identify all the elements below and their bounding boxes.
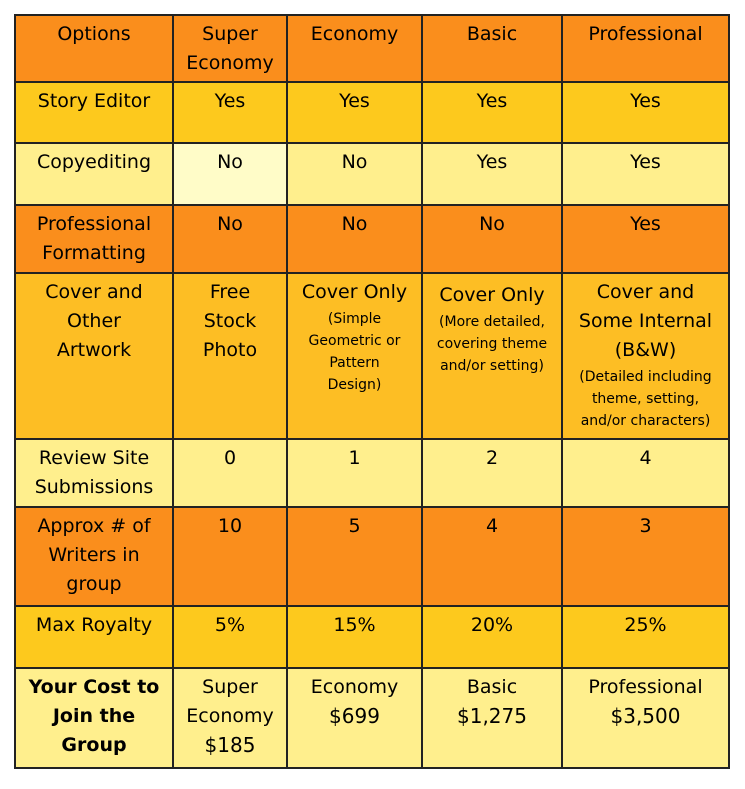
header-economy: Economy xyxy=(287,15,422,82)
cell-review-sites-professional: 4 xyxy=(562,439,729,507)
row-label-cost: Your Cost to Join the Group xyxy=(15,668,173,768)
cell-formatting-economy: No xyxy=(287,205,422,273)
price-economy: $699 xyxy=(329,704,380,728)
cell-cost-professional: Professional $3,500 xyxy=(562,668,729,768)
header-row xyxy=(15,15,729,82)
price-super-economy: $185 xyxy=(204,733,256,757)
row-label-copyediting: Copyediting xyxy=(15,143,173,205)
cell-artwork-professional: Cover and Some Internal (B&W) (Detailed including theme, setting, and/or characters) xyxy=(562,273,729,439)
cell-copyediting-super-economy: No xyxy=(173,143,287,205)
cell-copyediting-basic: Yes xyxy=(422,143,562,205)
row-royalty xyxy=(15,606,729,668)
cell-royalty-economy: 15% xyxy=(287,606,422,668)
cell-artwork-economy: Cover Only (Simple Geometric or Pattern Design) xyxy=(287,273,422,439)
cell-writers-super-economy: 10 xyxy=(173,507,287,606)
price-basic: $1,275 xyxy=(457,704,527,728)
cell-writers-basic: 4 xyxy=(422,507,562,606)
artwork-economy-detail: (Simple Geometric or Pattern Design) xyxy=(308,311,401,393)
cell-formatting-basic: No xyxy=(422,205,562,273)
cell-artwork-basic: Cover Only (More detailed, covering theme and/or setting) xyxy=(422,273,562,439)
cell-writers-economy: 5 xyxy=(287,507,422,606)
cell-formatting-super-economy: No xyxy=(173,205,287,273)
row-label-writers: Approx # of Writers in group xyxy=(15,507,173,606)
artwork-basic-detail: (More detailed, covering theme and/or setting) xyxy=(436,314,548,374)
cell-copyediting-professional: Yes xyxy=(562,143,729,205)
cell-artwork-super-economy: Free Stock Photo xyxy=(173,273,287,439)
cell-review-sites-super-economy: 0 xyxy=(173,439,287,507)
cell-story-editor-super-economy: Yes xyxy=(173,82,287,143)
row-label-royalty: Max Royalty xyxy=(15,606,173,668)
cell-review-sites-basic: 2 xyxy=(422,439,562,507)
artwork-professional-detail: (Detailed including theme, setting, and/or characters) xyxy=(579,369,712,429)
cell-royalty-professional: 25% xyxy=(562,606,729,668)
cell-cost-basic: Basic $1,275 xyxy=(422,668,562,768)
header-options: Options xyxy=(15,15,173,82)
cell-royalty-basic: 20% xyxy=(422,606,562,668)
row-story-editor xyxy=(15,82,729,143)
header-professional: Professional xyxy=(562,15,729,82)
row-writers xyxy=(15,507,729,606)
cell-story-editor-basic: Yes xyxy=(422,82,562,143)
cell-story-editor-economy: Yes xyxy=(287,82,422,143)
cell-formatting-professional: Yes xyxy=(562,205,729,273)
cell-royalty-super-economy: 5% xyxy=(173,606,287,668)
cell-copyediting-economy: No xyxy=(287,143,422,205)
row-label-story-editor: Story Editor xyxy=(15,82,173,143)
pricing-options-table xyxy=(14,14,730,769)
cell-cost-economy: Economy $699 xyxy=(287,668,422,768)
row-formatting xyxy=(15,205,729,273)
header-basic: Basic xyxy=(422,15,562,82)
row-cost xyxy=(15,668,729,768)
cell-cost-super-economy: Super Economy $185 xyxy=(173,668,287,768)
row-label-formatting: Professional Formatting xyxy=(15,205,173,273)
cell-story-editor-professional: Yes xyxy=(562,82,729,143)
price-professional: $3,500 xyxy=(610,704,681,728)
row-label-artwork: Cover and Other Artwork xyxy=(15,273,173,439)
row-copyediting xyxy=(15,143,729,205)
header-super-economy: Super Economy xyxy=(173,15,287,82)
row-label-review-sites: Review Site Submissions xyxy=(15,439,173,507)
cell-writers-professional: 3 xyxy=(562,507,729,606)
row-review-sites xyxy=(15,439,729,507)
cell-review-sites-economy: 1 xyxy=(287,439,422,507)
row-artwork xyxy=(15,273,729,439)
